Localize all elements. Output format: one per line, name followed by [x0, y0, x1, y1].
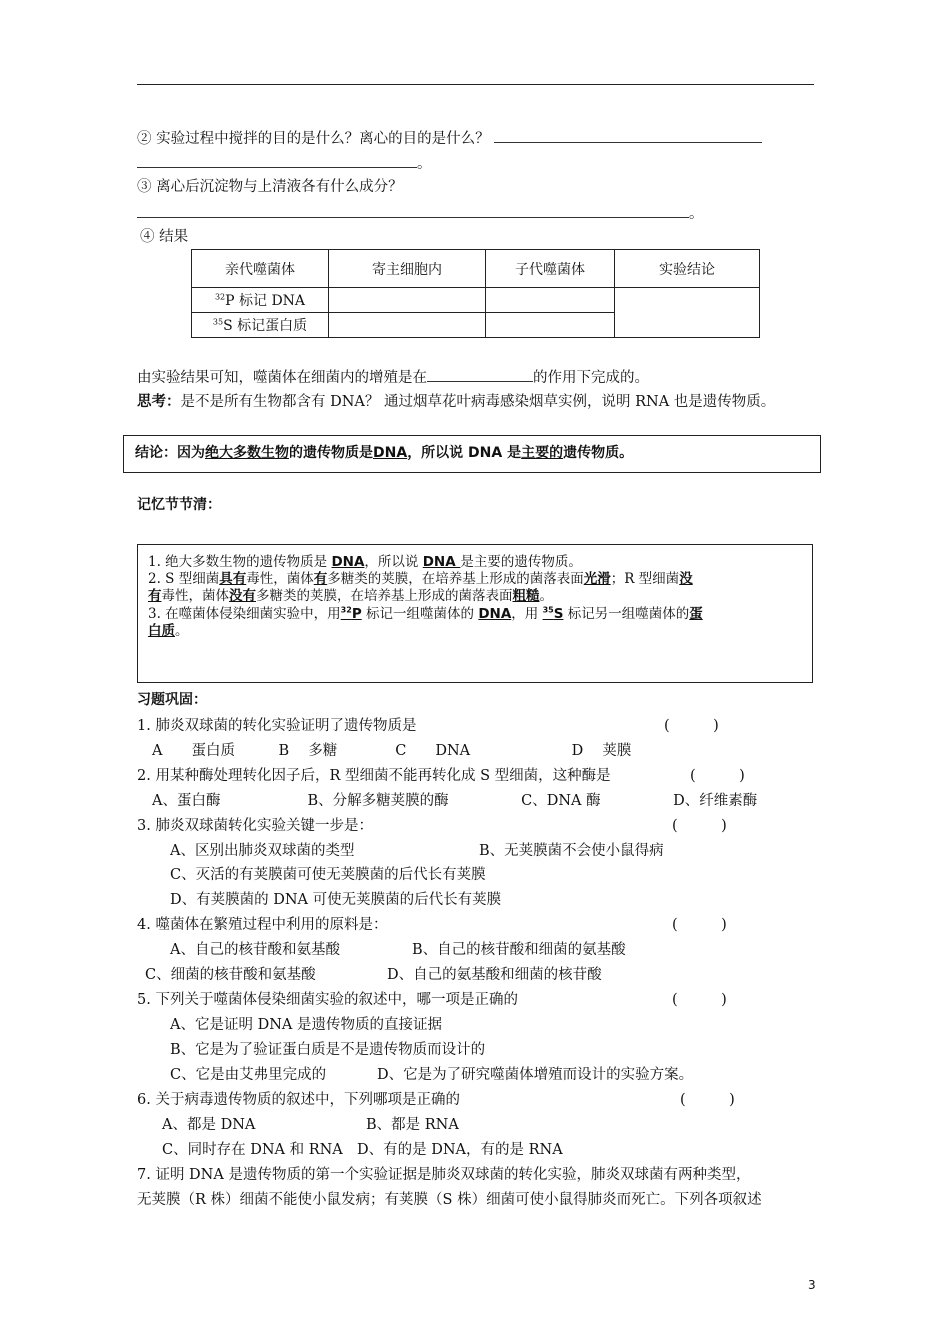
conclusion-line: 由实验结果可知，噬菌体在细菌内的增殖是在 的作用下完成的。 [137, 367, 649, 387]
exercise-title: 习题巩固： [137, 692, 207, 708]
option-line: D、有的是 DNA，有的是 RNA [357, 1142, 563, 1158]
memory-line-3: 有毒性，菌体没有多糖类的荚膜，在培养基上形成的菌落表面粗糙。 [148, 588, 553, 604]
answer-paren[interactable]: ( ) [680, 1092, 735, 1108]
option-line: C、同时存在 DNA 和 RNA [162, 1142, 343, 1158]
option-line: D、有荚膜菌的 DNA 可使无荚膜菌的后代长有荚膜 [170, 892, 502, 908]
option-line: A、它是证明 DNA 是遗传物质的直接证据 [170, 1017, 442, 1033]
table-cell[interactable] [486, 313, 615, 338]
question-text: 7. 证明 DNA 是遗传物质的第一个实验证据是肺炎双球菌的转化实验，肺炎双球菌有两种类型， [137, 1167, 751, 1183]
answer-paren[interactable]: ( ) [672, 818, 727, 834]
table-header: 寄主细胞内 [329, 250, 486, 288]
question-3: ③ 离心后沉淀物与上清液各有什么成分？ [137, 179, 403, 195]
table-header: 子代噬菌体 [486, 250, 615, 288]
table-row-label: $^{32}$P 标记 DNA [192, 288, 329, 313]
option-line: A、都是 DNA [162, 1117, 256, 1133]
memory-box [137, 544, 813, 683]
option-line: B、都是 RNA [366, 1117, 459, 1133]
option-line: B、无荚膜菌不会使小鼠得病 [479, 843, 664, 859]
question-text: 1. 肺炎双球菌的转化实验证明了遗传物质是 [137, 718, 417, 734]
table-cell[interactable] [486, 288, 615, 313]
option-line: A、自己的核苷酸和氨基酸 [170, 942, 340, 958]
question-text: 6. 关于病毒遗传物质的叙述中，下列哪项是正确的 [137, 1092, 460, 1108]
question-2: ② 实验过程中搅拌的目的是什么？离心的目的是什么？ [137, 128, 762, 148]
memory-line-1: 1. 绝大多数生物的遗传物质是 DNA，所以说 DNA 是主要的遗传物质。 [148, 554, 582, 570]
table-cell[interactable] [329, 288, 486, 313]
results-table [191, 249, 760, 338]
answer-paren[interactable]: ( ) [664, 718, 719, 734]
answer-blank[interactable] [137, 153, 417, 168]
option-line: B、自己的核苷酸和细菌的氨基酸 [412, 942, 626, 958]
memory-line-2: 2. S 型细菌具有毒性，菌体有多糖类的荚膜，在培养基上形成的菌落表面光滑；R 型细菌没 [148, 571, 693, 587]
option-line: C、细菌的核苷酸和氨基酸 [145, 967, 316, 983]
page-number: 3 [808, 1278, 816, 1292]
question-text: 2. 用某种酶处理转化因子后，R 型细菌不能再转化成 S 型细菌，这种酶是 [137, 768, 611, 784]
question-2-cont: 。 [137, 153, 432, 173]
answer-blank[interactable] [137, 203, 689, 218]
table-row-label: $^{35}$S 标记蛋白质 [192, 313, 329, 338]
question-text: 无荚膜（R 株）细菌不能使小鼠发病；有荚膜（S 株）细菌可使小鼠得肺炎而死亡。下列各项叙述 [137, 1192, 762, 1208]
question-text: 3. 肺炎双球菌转化实验关键一步是： [137, 818, 373, 834]
question-text: 5. 下列关于噬菌体侵染细菌实验的叙述中，哪一项是正确的 [137, 992, 518, 1008]
option-line: C、灭活的有荚膜菌可使无荚膜菌的后代长有荚膜 [170, 867, 486, 883]
option-line: A 蛋白质 B 多糖 C DNA D 荚膜 [152, 743, 632, 759]
table-cell[interactable] [329, 313, 486, 338]
question-3-cont: 。 [137, 203, 704, 223]
memory-line-5: 白质。 [148, 623, 189, 639]
table-header: 实验结论 [615, 250, 760, 288]
option-line: C、它是由艾弗里完成的 [170, 1067, 327, 1083]
answer-paren[interactable]: ( ) [690, 768, 745, 784]
table-cell[interactable] [615, 288, 760, 338]
answer-paren[interactable]: ( ) [672, 992, 727, 1008]
option-line: D、它是为了研究噬菌体增殖而设计的实验方案。 [377, 1067, 694, 1083]
table-header: 亲代噬菌体 [192, 250, 329, 288]
answer-paren[interactable]: ( ) [672, 917, 727, 933]
think-line: 思考：是不是所有生物都含有 DNA？ 通过烟草花叶病毒感染烟草实例，说明 RNA 也是遗传物质。 [137, 394, 776, 410]
option-line: B、它是为了验证蛋白质是不是遗传物质而设计的 [170, 1042, 486, 1058]
question-text: 4. 噬菌体在繁殖过程中利用的原料是： [137, 917, 388, 933]
option-line: A、蛋白酶 B、分解多糖荚膜的酶 C、DNA 酶 D、纤维素酶 [152, 793, 758, 809]
option-line: A、区别出肺炎双球菌的类型 [170, 843, 355, 859]
answer-blank[interactable] [427, 367, 533, 382]
memory-title: 记忆节节清： [137, 497, 221, 513]
results-label: ④ 结果 [140, 229, 189, 245]
conclusion-box: 结论：因为绝大多数生物的遗传物质是DNA，所以说 DNA 是主要的遗传物质。 [123, 435, 821, 473]
option-line: D、自己的氨基酸和细菌的核苷酸 [387, 967, 602, 983]
header-rule [137, 84, 814, 85]
memory-line-4: 3. 在噬菌体侵染细菌实验中，用$^{32}$P 标记一组噬菌体的 DNA，用 $^{35}$S 标记另一组噬菌体的蛋 [148, 605, 703, 622]
answer-blank[interactable] [494, 128, 762, 143]
